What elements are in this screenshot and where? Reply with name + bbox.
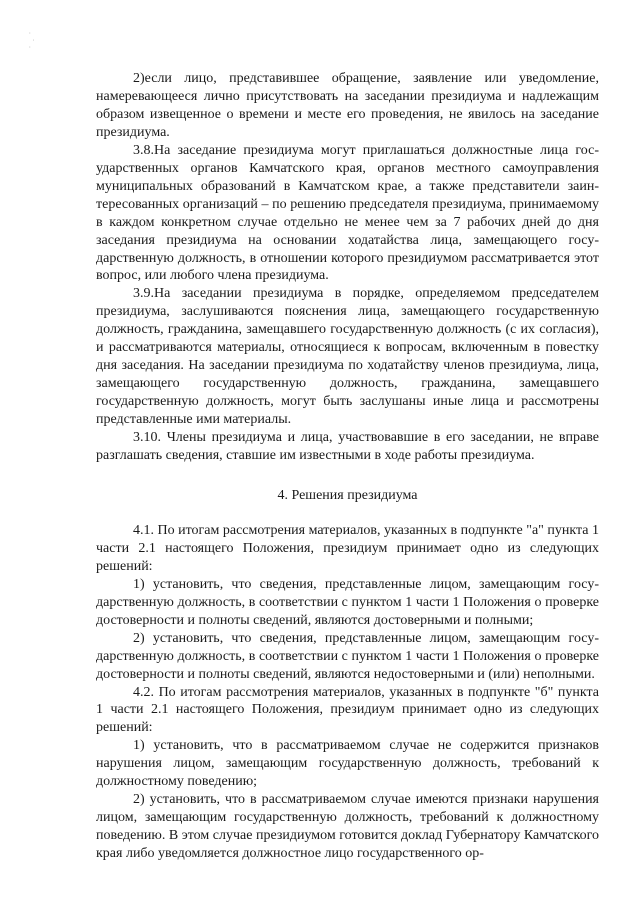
paragraph-3-9: 3.9.На заседании президиума в порядке, определяемом председателем президиума, заслушиваются пояснения лица, замещающего государственную должность, гражданина, замещавшего государственную должность (с их согласия), и рассматриваются материалы, относящиеся к вопросам, включенным в повестку дня заседания. На заседании президиума по ходатайству членов президиума, лица, замещающего государственную должность, гражданина, замещавшего государственную должность, могут быть заслушаны иные лица и рассмотрены представленные ими материалы.: [96, 286, 599, 428]
document-body: [96, 70, 599, 863]
paragraph-3-10: 3.10. Члены президиума и лица, участвовавшие в его заседании, не вправе разглашать сведения, ставшие им известными в ходе работы президиума.: [96, 430, 599, 464]
paragraph-3-8: 3.8.На заседание президиума могут приглашаться должностные лица государственных органов Камчатского края, органов местного самоуправления муниципальных образований в Камчатском крае, а также представители заинтересованных организаций – по решению председателя президиума, принимаемому в каждом конкретном случае отдельно не менее чем за 7 рабочих дней до дня заседания президиума на основании ходатайства лица, замещающего государственную должность, в отношении которого президиумом рассматривается этот вопрос, или любого члена президиума.: [96, 142, 599, 284]
paragraph-4-2: 4.2. По итогам рассмотрения материалов, указанных в подпункте "б" пункта 1 части 2.1 настоящего Положения, президиум принимает одно из следующих решений:: [96, 684, 599, 736]
paragraph-3-7-item-2: 2)если лицо, представившее обращение, заявление или уведомление, намеревающееся лично присутствовать на заседании президиума и надлежащим образом извещенное о времени и месте его проведения, не явилось на заседание президиума.: [96, 71, 599, 140]
paragraph-4-2-item-2: 2) установить, что в рассматриваемом случае имеются признаки нарушения лицом, замещающим государственную должность, требований к должностному поведению. В этом случае президиумом готовится доклад Губернатору Камчатского края либо уведомляется должностное лицо государственного ор-: [96, 792, 599, 862]
paragraph-4-1: 4.1. По итогам рассмотрения материалов, указанных в подпункте "а" пункта 1 части 2.1 настоящего Положения, президиум принимает одно из следующих решений:: [96, 522, 599, 574]
paragraph-4-2-item-1: 1) установить, что в рассматриваемом случае не содержится признаков нарушения лицом, замещающим государственную должность, требований к должностному поведению;: [96, 738, 599, 790]
scan-artifact: · · ·: [28, 30, 36, 51]
paragraph-4-1-item-1: 1) установить, что сведения, представленные лицом, замещающим государственную должность, в соответствии с пунктом 1 части 1 Положения о проверке достоверности и полноты сведений, являются достоверными и полными;: [96, 576, 599, 628]
section-heading: 4. Решения президиума: [277, 487, 418, 503]
paragraph-4-1-item-2: 2) установить, что сведения, представленные лицом, замещающим государственную должность, в соответствии с пунктом 1 части 1 Положения о проверке достоверности и полноты сведений, являются недостоверными и (или) неполными.: [96, 630, 599, 682]
